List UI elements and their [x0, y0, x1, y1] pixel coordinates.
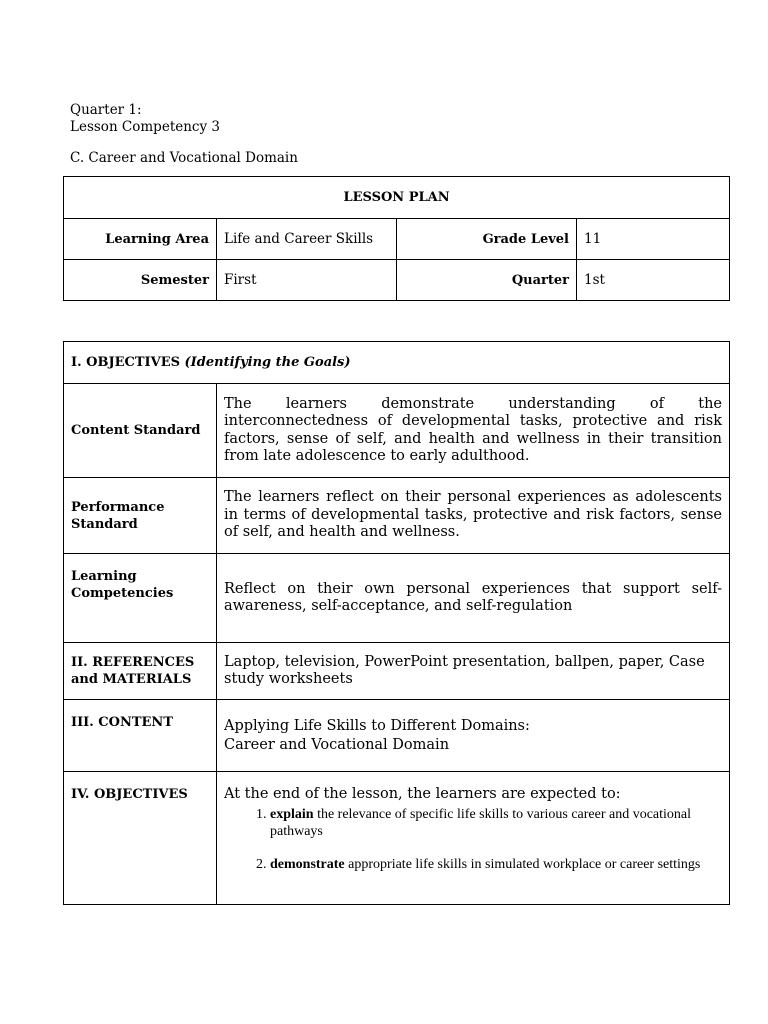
objectives-table: [63, 341, 730, 905]
lesson-objective-item: [270, 856, 722, 873]
quarter-value: 1st: [577, 260, 730, 301]
learning-area-label: Learning Area: [64, 219, 217, 260]
performance-standard-label: Performance Standard: [64, 478, 217, 554]
content-label: III. CONTENT: [64, 700, 217, 772]
content-standard-text: The learners demonstrate understanding of the interconnectedness of developmental tasks, protective and risk factors, sense of self, and health and wellness in their transition from late adolescence to early adulthood.: [217, 384, 730, 478]
objectives-section-title: I. OBJECTIVES: [71, 355, 180, 370]
content-cell: [217, 700, 730, 772]
objective-text: the relevance of specific life skills to various career and vocational pathways: [270, 806, 692, 839]
objective-verb: demonstrate: [270, 856, 345, 872]
objectives-section-header: [64, 342, 730, 384]
content-line-1: Applying Life Skills to Different Domains:: [224, 717, 530, 734]
quarter-heading: Quarter 1:: [70, 102, 142, 118]
lesson-plan-title: LESSON PLAN: [64, 177, 730, 219]
domain-heading: C. Career and Vocational Domain: [70, 150, 298, 166]
objectives-section-subtitle: (Identifying the Goals): [184, 355, 351, 370]
learning-competencies-text: Reflect on their own personal experiences that support self-awareness, self-acceptance, and self-regulation: [217, 554, 730, 643]
lesson-objectives-intro: At the end of the lesson, the learners are expected to:: [224, 786, 621, 802]
quarter-label: Quarter: [397, 260, 577, 301]
semester-label: Semester: [64, 260, 217, 301]
lesson-objective-item: [270, 806, 722, 840]
content-standard-label: Content Standard: [64, 384, 217, 478]
grade-level-label: Grade Level: [397, 219, 577, 260]
lesson-objectives-label: IV. OBJECTIVES: [64, 772, 217, 905]
competency-heading: Lesson Competency 3: [70, 119, 220, 135]
objective-text: appropriate life skills in simulated workplace or career settings: [344, 856, 701, 872]
performance-standard-text: The learners reflect on their personal experiences as adolescents in terms of developmental tasks, protective and risk factors, sense of self, and health and wellness.: [217, 478, 730, 554]
references-text: Laptop, television, PowerPoint presentation, ballpen, paper, Case study worksheets: [217, 643, 730, 700]
semester-value: First: [217, 260, 397, 301]
lesson-objectives-list: [224, 806, 722, 873]
references-label: II. REFERENCES and MATERIALS: [64, 643, 217, 700]
objective-verb: explain: [270, 806, 314, 822]
content-line-2: Career and Vocational Domain: [224, 736, 450, 753]
learning-competencies-label: Learning Competencies: [64, 554, 217, 643]
lesson-plan-table: [63, 176, 730, 301]
lesson-objectives-cell: [217, 772, 730, 905]
learning-area-value: Life and Career Skills: [217, 219, 397, 260]
grade-level-value: 11: [577, 219, 730, 260]
